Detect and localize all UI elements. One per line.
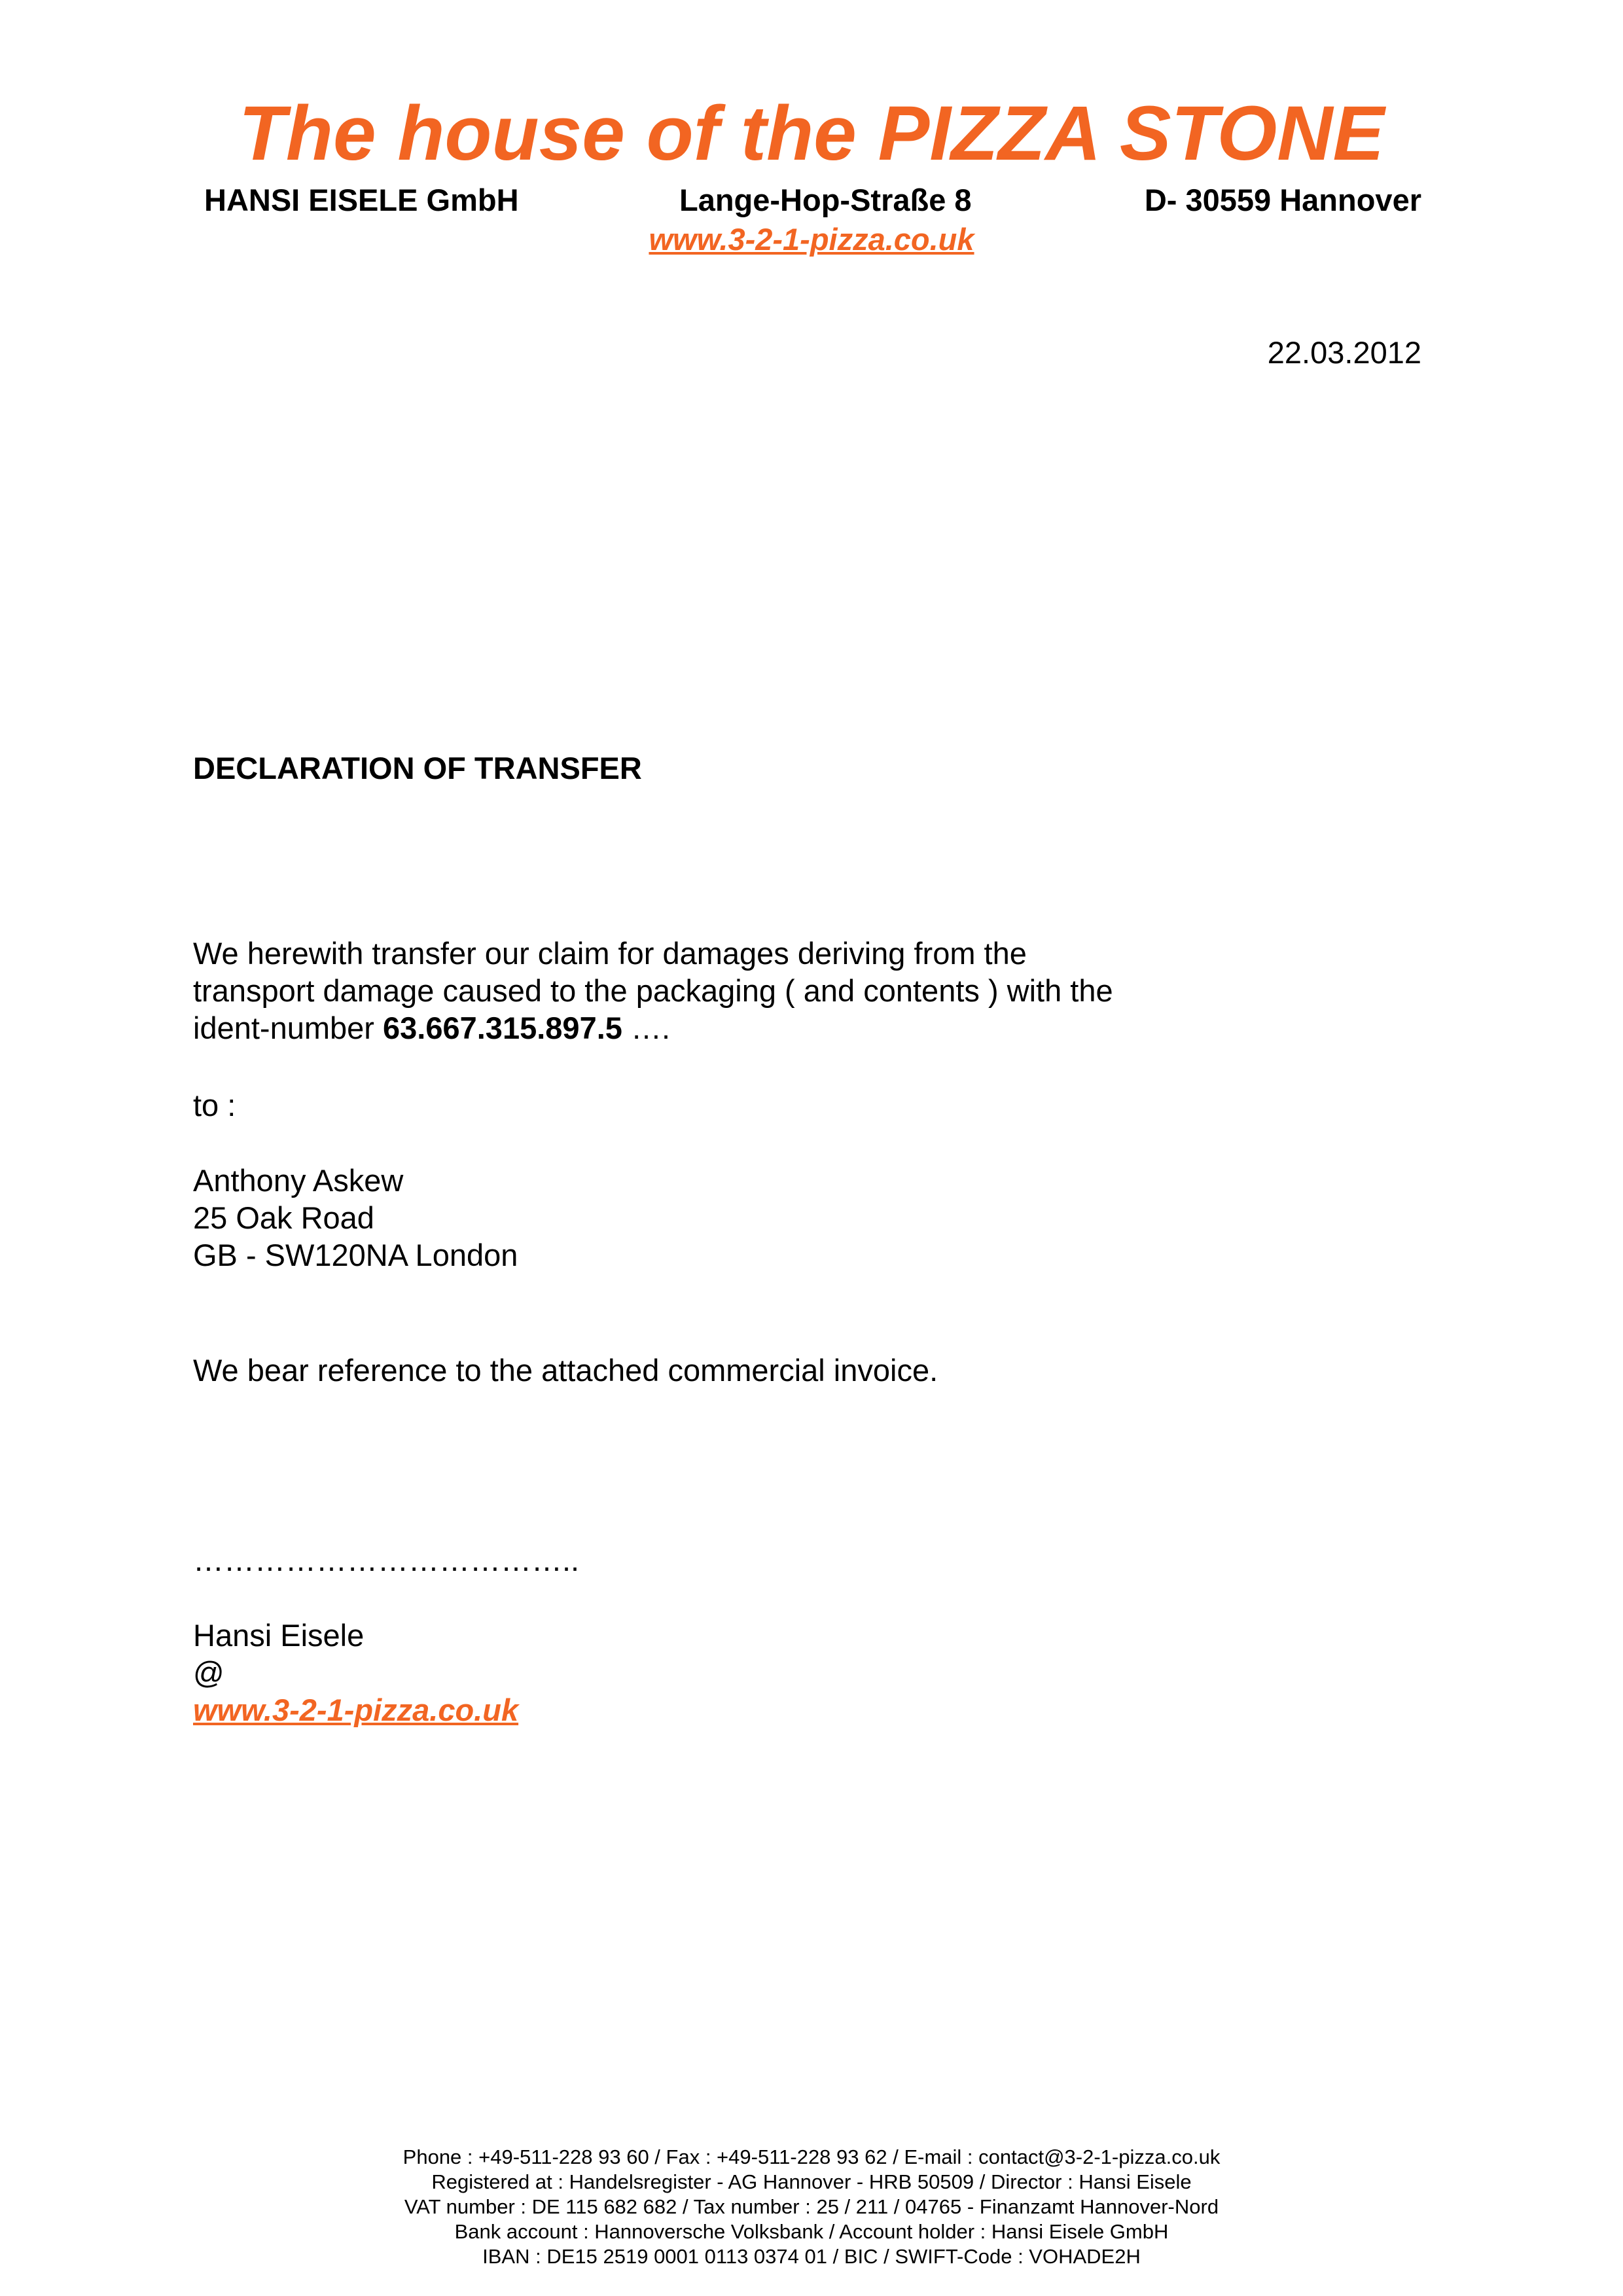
letterhead-website-link[interactable]: www.3-2-1-pizza.co.uk	[649, 222, 974, 257]
footer	[0, 2145, 1623, 2269]
footer-bank-line: Bank account : Hannoversche Volksbank / Account holder : Hansi Eisele GmbH	[454, 2220, 1169, 2243]
recipient-name: Anthony Askew	[193, 1163, 404, 1198]
company-street: Lange-Hop-Straße 8	[679, 183, 972, 217]
recipient-address	[193, 1162, 518, 1274]
reference-line: We bear reference to the attached commercial invoice.	[193, 1353, 938, 1388]
letterhead-title: The house of the PIZZA STONE	[238, 90, 1385, 177]
ident-suffix: ….	[622, 1011, 671, 1045]
company-city: D- 30559 Hannover	[1144, 183, 1421, 217]
signature-at: @	[193, 1655, 224, 1690]
paragraph-line: transport damage caused to the packaging ( and contents ) with the	[193, 973, 1113, 1008]
recipient-city: GB - SW120NA London	[193, 1238, 518, 1272]
company-name: HANSI EISELE GmbH	[204, 183, 519, 217]
signature-website-link[interactable]: www.3-2-1-pizza.co.uk	[193, 1693, 519, 1727]
paragraph-line-ident	[193, 1009, 1113, 1047]
signature-dots: ………………………………..	[193, 1543, 580, 1577]
ident-prefix: ident-number	[193, 1011, 383, 1045]
paragraph-line: We herewith transfer our claim for damages deriving from the	[193, 936, 1027, 971]
footer-tax-line: VAT number : DE 115 682 682 / Tax number : 25 / 211 / 04765 - Finanzamt Hannover-Nord	[404, 2195, 1219, 2218]
letter-subject: DECLARATION OF TRANSFER	[193, 751, 642, 785]
footer-iban-line: IBAN : DE15 2519 0001 0113 0374 01 / BIC / SWIFT-Code : VOHADE2H	[482, 2245, 1141, 2268]
transfer-paragraph	[193, 935, 1113, 1047]
to-label: to :	[193, 1088, 236, 1122]
recipient-street: 25 Oak Road	[193, 1200, 374, 1235]
footer-contact-line: Phone : +49-511-228 93 60 / Fax : +49-511-228 93 62 / E-mail : contact@3-2-1-pizza.co.uk	[402, 2145, 1221, 2168]
footer-registration-line: Registered at : Handelsregister - AG Hannover - HRB 50509 / Director : Hansi Eisele	[431, 2170, 1192, 2193]
letter-date: 22.03.2012	[1267, 335, 1421, 370]
signer-name: Hansi Eisele	[193, 1618, 365, 1653]
ident-number: 63.667.315.897.5	[383, 1011, 622, 1045]
